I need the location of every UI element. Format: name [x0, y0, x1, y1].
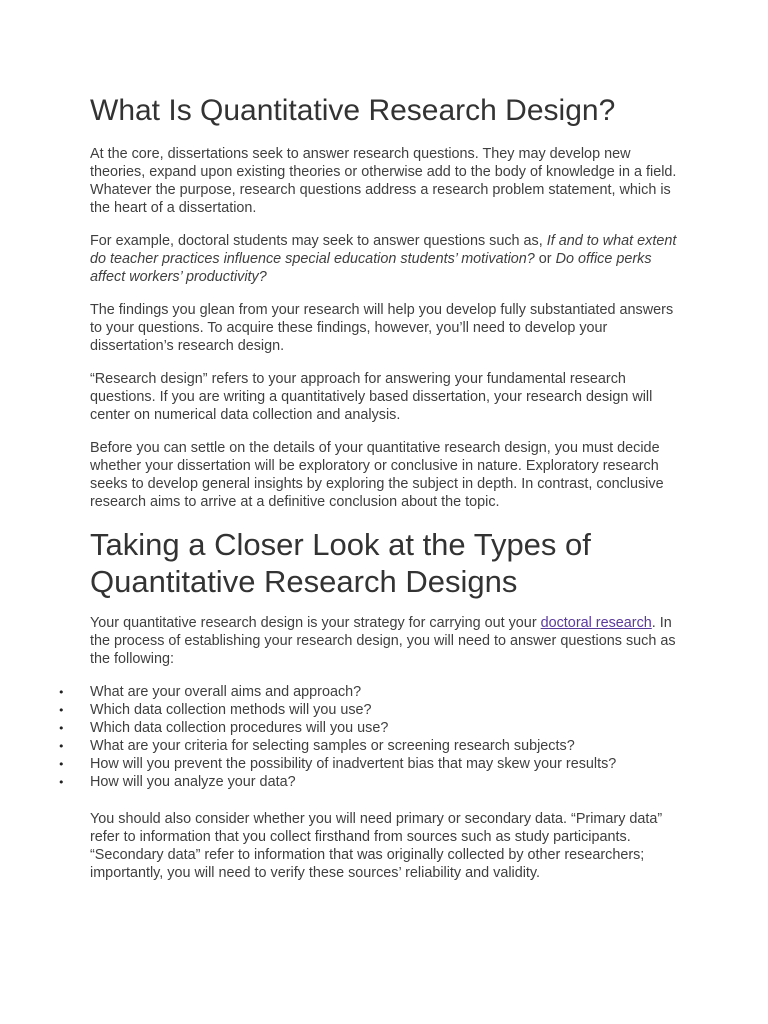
paragraph-core: At the core, dissertations seek to answer research questions. They may develop new theories, expand upon existing theories or otherwise add to the body of knowledge in a field. Whatever the purpose, research questions address a research problem statement, which is the heart of a dissertation.	[90, 146, 677, 216]
list-item	[58, 773, 680, 791]
bullet-icon	[58, 701, 70, 720]
section-heading-types-of-designs: Taking a Closer Look at the Types of Quantitative Research Designs	[90, 527, 591, 599]
example-question-1: If and to what extent do teacher practices influence special education students’ motivation?	[90, 233, 677, 267]
paragraph-research-design-definition: “Research design” refers to your approach for answering your fundamental research questions. If you are writing a quantitatively based dissertation, your research design will center on numerical data collection and analysis.	[90, 371, 653, 423]
section-heading-quantitative-research-design: What Is Quantitative Research Design?	[90, 94, 616, 127]
paragraph-example	[90, 232, 680, 286]
list-item-text: Which data collection methods will you use?	[90, 702, 372, 718]
bullet-icon	[58, 719, 70, 738]
list-item-text: Which data collection procedures will you use?	[90, 720, 389, 736]
list-item	[58, 683, 680, 701]
example-intro-text: For example, doctoral students may seek to answer questions such as,	[90, 233, 547, 249]
example-or-text: or	[534, 251, 556, 267]
doctoral-research-link[interactable]: doctoral research	[540, 615, 652, 631]
strategy-text-before-link: Your quantitative research design is your strategy for carrying out your	[90, 615, 541, 631]
strategy-text-after-link: . In the process of establishing your research design, you will need to answer questions such as the following:	[90, 615, 676, 667]
list-item	[58, 737, 680, 755]
list-item-text: How will you analyze your data?	[90, 774, 296, 790]
paragraph-findings: The findings you glean from your research will help you develop fully substantiated answers to your questions. To acquire these findings, however, you’ll need to develop your dissertation’s research design.	[90, 302, 674, 354]
paragraph-exploratory-conclusive: Before you can settle on the details of your quantitative research design, you must decide whether your dissertation will be exploratory or conclusive in nature. Exploratory research seeks to develop general insights by exploring the subject in depth. In contrast, conclusive research aims to arrive at a definitive conclusion about the topic.	[90, 440, 664, 510]
list-item	[58, 755, 680, 773]
list-item-text: How will you prevent the possibility of inadvertent bias that may skew your results?	[90, 756, 617, 772]
list-item	[58, 719, 680, 737]
paragraph-primary-secondary-data: You should also consider whether you will need primary or secondary data. “Primary data” refer to information that you collect firsthand from sources such as study participants. “Secondary data” refer to information that was originally collected by other researchers; importantly, you will need to verify these sources’ reliability and validity.	[90, 811, 663, 881]
list-item-text: What are your criteria for selecting samples or screening research subjects?	[90, 738, 575, 754]
bullet-icon	[58, 755, 70, 774]
list-item	[58, 701, 680, 719]
example-question-2: Do office perks affect workers’ productivity?	[90, 251, 652, 285]
bullet-icon	[58, 737, 70, 756]
bullet-icon	[58, 773, 70, 792]
bullet-icon	[58, 683, 70, 702]
questions-list	[58, 683, 680, 791]
list-item-text: What are your overall aims and approach?	[90, 684, 362, 700]
paragraph-strategy	[90, 614, 680, 668]
document-page	[90, 92, 680, 897]
